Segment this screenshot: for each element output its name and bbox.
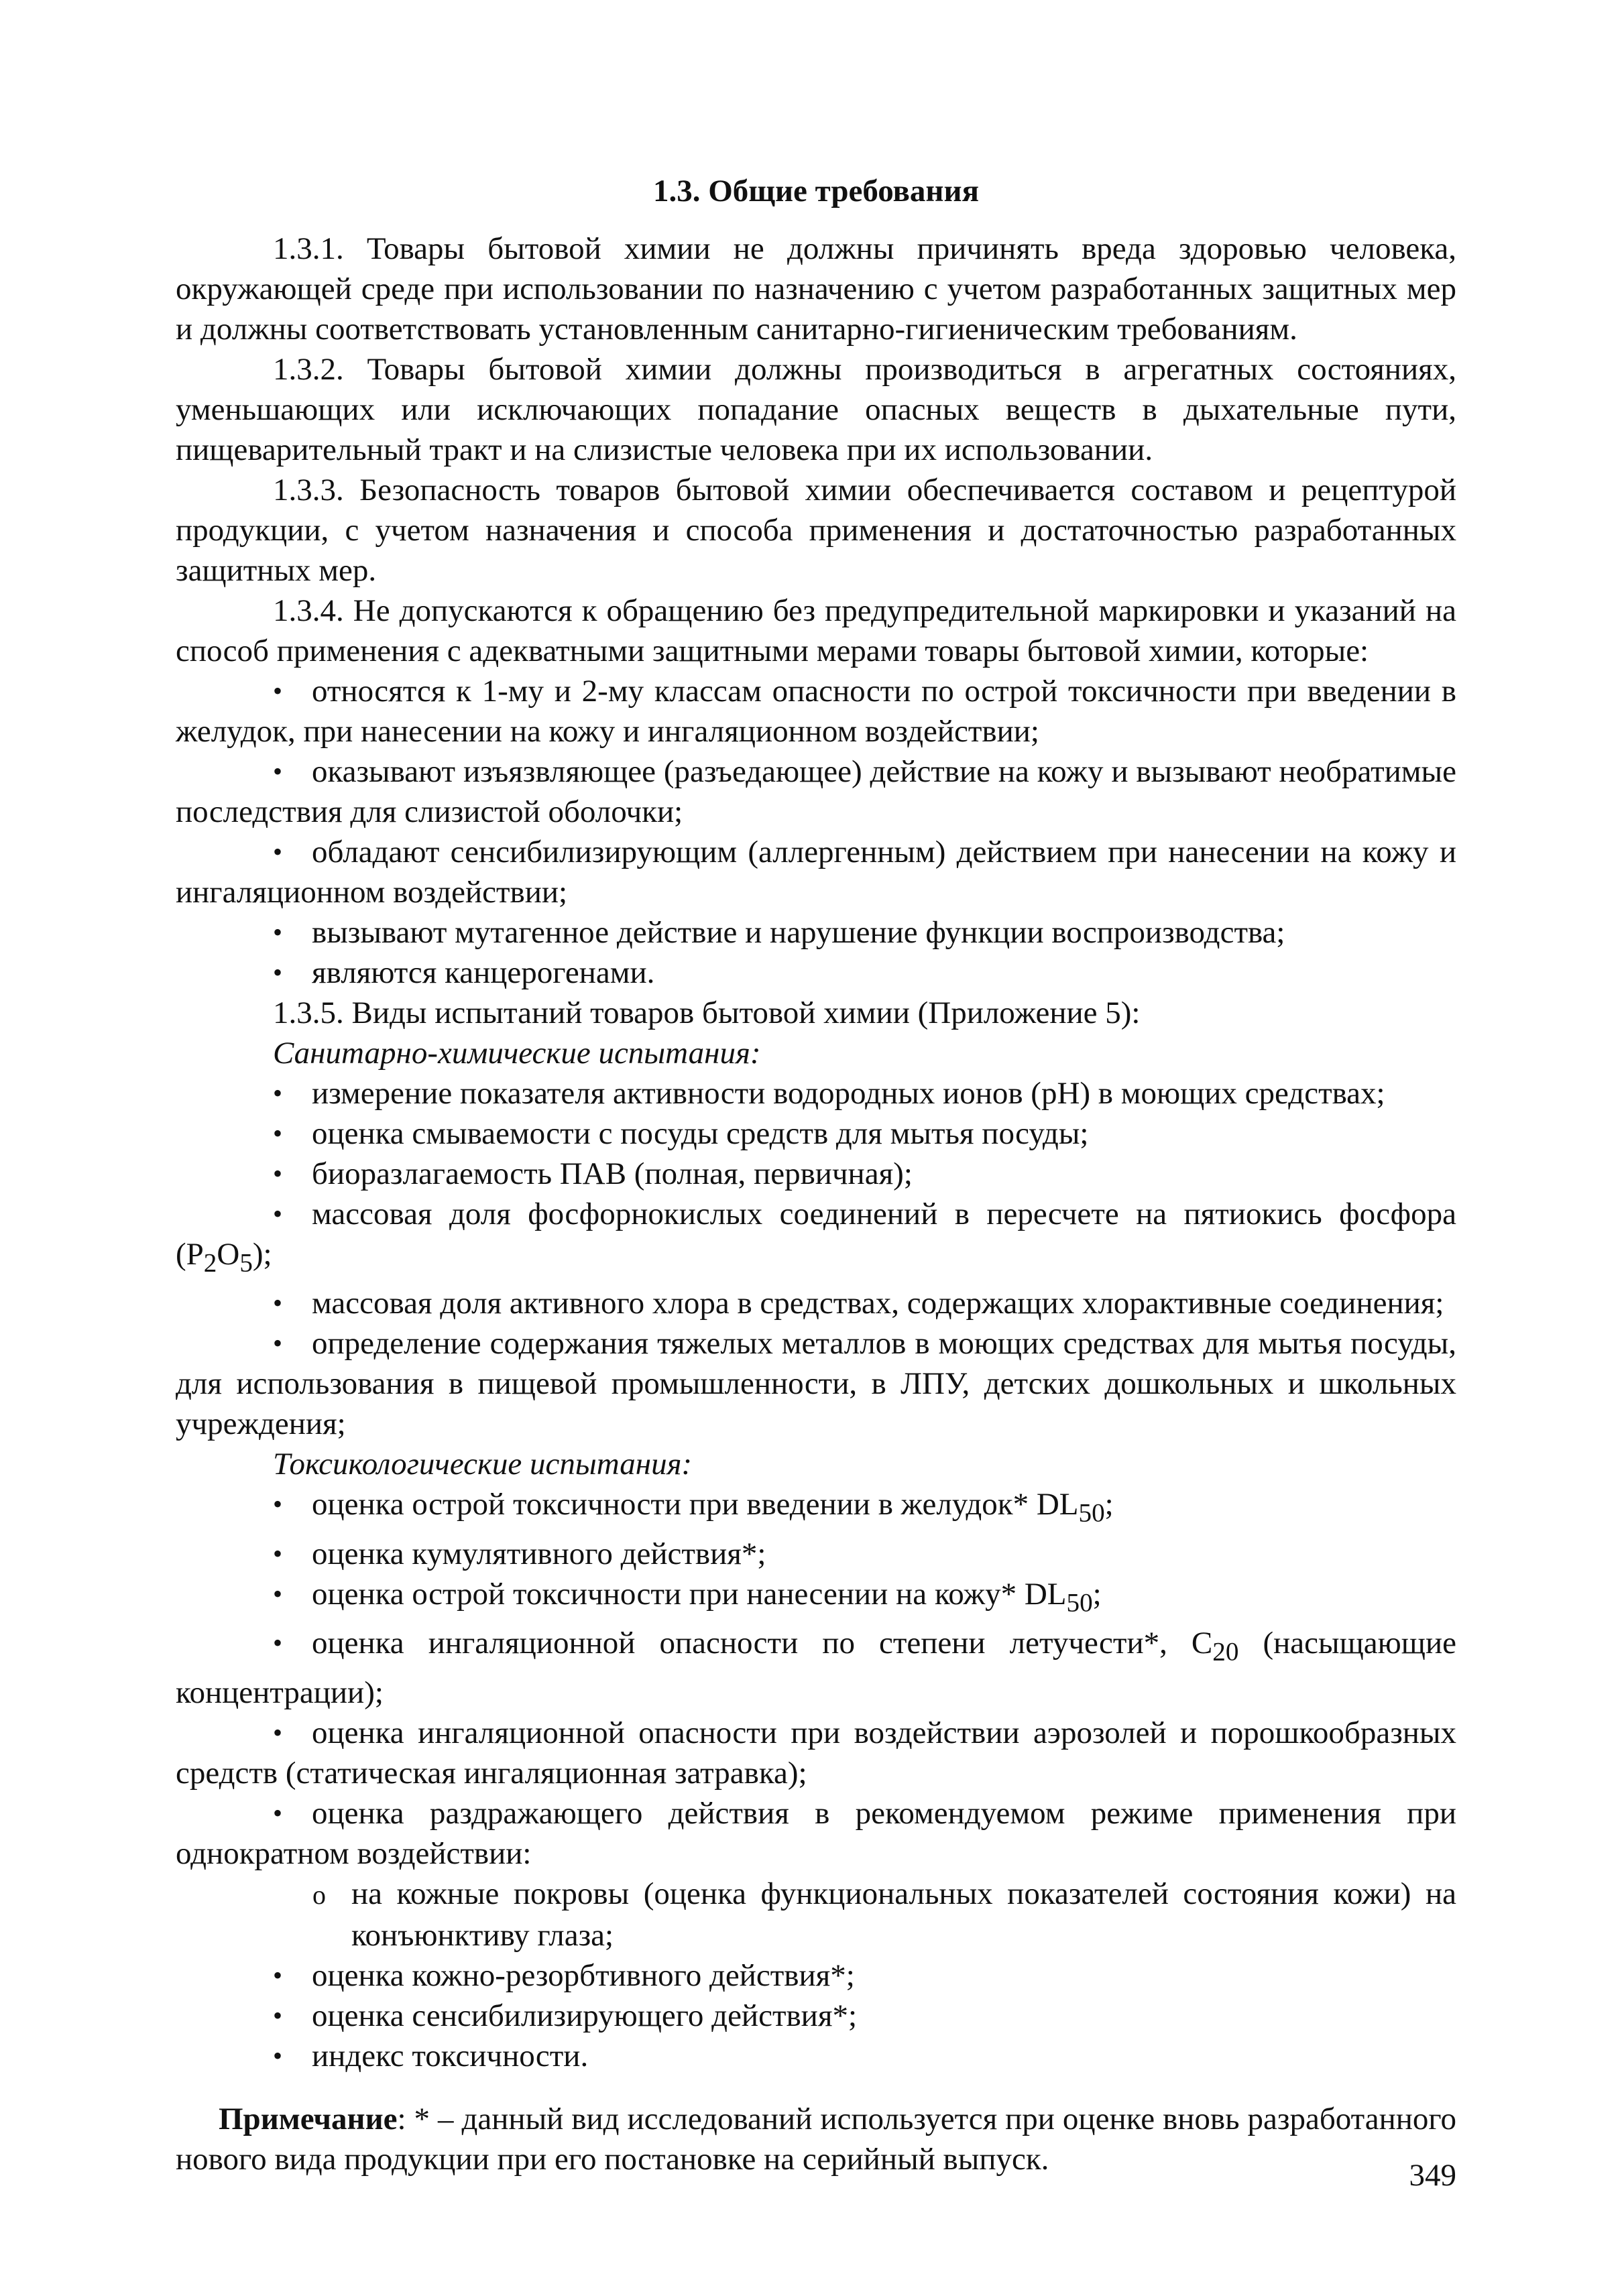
list-item: • индекс токсичности. (176, 2036, 1456, 2076)
list-item: • обладают сенсибилизирующим (аллергенным) действием при нанесении на кожу и ингаляционном воздействии; (176, 832, 1456, 912)
footnote-text: : * – данный вид исследований используется при оценке вновь разработанного нового вида продукции при его постановке на серийный выпуск. (176, 2101, 1456, 2177)
item-text: O (217, 1237, 240, 1272)
list-item: • оказывают изъязвляющее (разъедающее) действие на кожу и вызывают необратимые последствия для слизистой оболочки; (176, 751, 1456, 832)
list-item: • относятся к 1-му и 2-му классам опасности по острой токсичности при введении в желудок, при нанесении на кожу и ингаляционном воздействии; (176, 671, 1456, 751)
list-item: • являются канцерогенами. (176, 953, 1456, 993)
sanitary-tests-list (176, 1073, 1456, 1444)
subscript: 5 (239, 1248, 253, 1278)
paragraph-1-3-3: 1.3.3. Безопасность товаров бытовой химии обеспечивается составом и рецептурой продукции, с учетом назначения и способа применения и достаточностью разработанных защитных мер. (176, 473, 1456, 588)
list-item: • оценка кумулятивного действия*; (176, 1534, 1456, 1574)
item-text: ; (1092, 1576, 1102, 1612)
list-item (176, 1623, 1456, 1712)
list-item: • оценка смываемости с посуды средств для мытья посуды; (176, 1113, 1456, 1154)
list-item: • определение содержания тяжелых металлов в моющих средствах для мытья посуды, для использования в пищевой промышленности, в ЛПУ, детских дошкольных и школьных учреждения; (176, 1323, 1456, 1444)
list-item (176, 1574, 1456, 1623)
list-item: • оценка кожно-резорбтивного действия*; (176, 1955, 1456, 1996)
paragraph-1-3-2: 1.3.2. Товары бытовой химии должны производиться в агрегатных состояниях, уменьшающих или исключающих попадание опасных веществ в дыхательные пути, пищеварительный тракт и на слизистые человека при их использовании. (176, 352, 1456, 467)
paragraph-1-3-5: 1.3.5. Виды испытаний товаров бытовой химии (Приложение 5): (273, 995, 1141, 1030)
section-heading: 1.3. Общие требования (652, 174, 980, 208)
list-item: • оценка раздражающего действия в рекомендуемом режиме применения при однократном воздействии: (176, 1793, 1456, 1874)
footnote (176, 2099, 1456, 2179)
list-item: • вызывают мутагенное действие и нарушение функции воспроизводства; (176, 912, 1456, 953)
page-content (176, 171, 1456, 2179)
list-item (176, 1484, 1456, 1533)
item-text: массовая доля фосфорнокислых соединений в пересчете на пятиокись фосфора (P (176, 1197, 1456, 1272)
list-item: • оценка ингаляционной опасности при воздействии аэрозолей и порошкообразных средств (статическая ингаляционная затравка); (176, 1713, 1456, 1793)
paragraph-1-3-1: 1.3.1. Товары бытовой химии не должны причинять вреда здоровью человека, окружающей среде при использовании по назначению с учетом разработанных защитных мер и должны соответствовать установленным санитарно-гигиеническим требованиям. (176, 231, 1456, 347)
subscript: 20 (1212, 1637, 1239, 1667)
footnote-label: Примечание (219, 2101, 398, 2136)
item-text: оценка острой токсичности при нанесении на кожу* DL (312, 1576, 1067, 1612)
paragraph-1-3-4: 1.3.4. Не допускаются к обращению без предупредительной маркировки и указаний на способ применения с адекватными защитными мерами товары бытовой химии, которые: (176, 593, 1456, 668)
item-text: оценка острой токсичности при введении в желудок* DL (312, 1487, 1079, 1522)
item-text: (насыщающие концентрации); (176, 1626, 1456, 1710)
list-item: • оценка сенсибилизирующего действия*; (176, 1996, 1456, 2036)
item-text: оценка ингаляционной опасности по степени летучести*, C (312, 1626, 1213, 1661)
subscript: 50 (1078, 1498, 1105, 1528)
sanitary-tests-title: Санитарно-химические испытания: (273, 1036, 761, 1071)
list-item: • измерение показателя активности водородных ионов (pH) в моющих средствах; (176, 1073, 1456, 1113)
toxicology-tests-title: Токсикологические испытания: (273, 1447, 693, 1482)
list-item-phosphorus (176, 1194, 1456, 1283)
list-item: • массовая доля активного хлора в средствах, содержащих хлорактивные соединения; (176, 1283, 1456, 1323)
item-text: ); (252, 1237, 272, 1272)
list-1-3-4 (176, 671, 1456, 993)
item-text: ; (1104, 1487, 1114, 1522)
sub-list-item: o на кожные покровы (оценка функциональных показателей состояния кожи) на конъюнктиву глаза; (176, 1874, 1456, 1955)
subscript: 2 (203, 1248, 217, 1278)
toxicology-tests-list (176, 1484, 1456, 2075)
page-number: 349 (1409, 2158, 1456, 2193)
subscript: 50 (1066, 1588, 1093, 1618)
list-item: • биоразлагаемость ПАВ (полная, первичная); (176, 1154, 1456, 1194)
